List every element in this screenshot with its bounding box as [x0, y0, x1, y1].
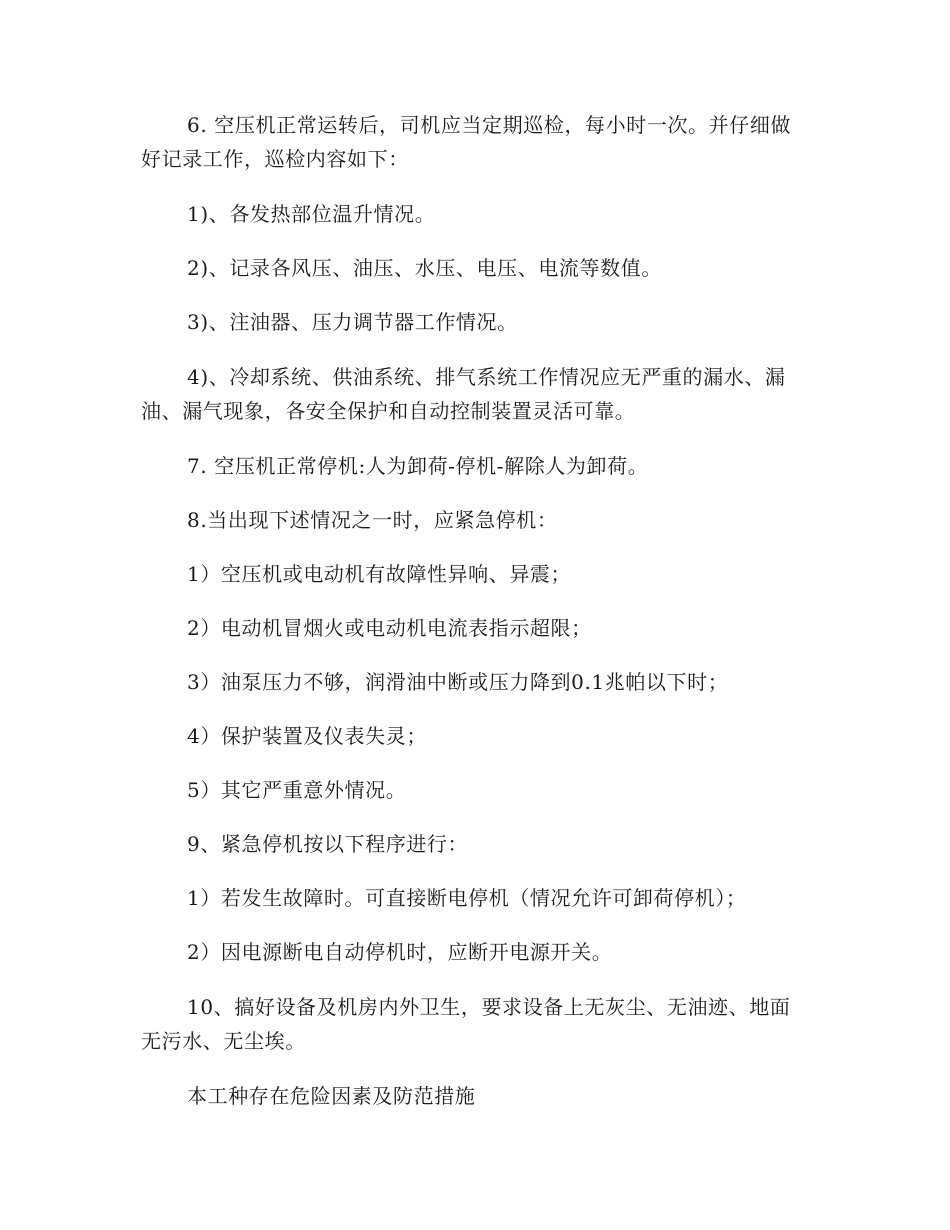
paragraph-8-emergency-conditions: 8.当出现下述情况之一时，应紧急停机：	[187, 508, 558, 532]
paragraph-procedure-1: 1）若发生故障时。可直接断电停机（情况允许可卸荷停机）；	[187, 886, 747, 910]
paragraph-condition-1: 1）空压机或电动机有故障性异响、异震；	[187, 562, 572, 586]
paragraph-9-emergency-procedure: 9、紧急停机按以下程序进行：	[187, 832, 469, 856]
paragraph-item-2-readings: 2)、记录各风压、油压、水压、电压、电流等数值。	[187, 256, 662, 280]
paragraph-condition-3: 3）油泵压力不够，润滑油中断或压力降到0.1兆帕以下时；	[187, 670, 729, 694]
paragraph-condition-5: 5）其它严重意外情况。	[187, 778, 407, 802]
paragraph-10-hygiene: 10、搞好设备及机房内外卫生，要求设备上无灰尘、无油迹、地面无污水、无尘埃。	[141, 995, 791, 1053]
paragraph-item-3-oiler: 3)、注油器、压力调节器工作情况。	[187, 310, 518, 334]
paragraph-item-1-temperature: 1)、各发热部位温升情况。	[187, 202, 436, 226]
paragraph-item-4-systems: 4)、冷却系统、供油系统、排气系统工作情况应无严重的漏水、漏油、漏气现象，各安全保护和自动控制装置灵活可靠。	[141, 365, 786, 423]
paragraph-6-inspection: 6. 空压机正常运转后，司机应当定期巡检，每小时一次。并仔细做好记录工作，巡检内容如下：	[141, 113, 792, 171]
paragraph-procedure-2: 2）因电源断电自动停机时，应断开电源开关。	[187, 940, 613, 964]
paragraph-condition-4: 4）保护装置及仪表失灵；	[187, 724, 427, 748]
section-heading-hazards: 本工种存在危险因素及防范措施	[187, 1084, 476, 1108]
paragraph-7-normal-stop: 7. 空压机正常停机:人为卸荷-停机-解除人为卸荷。	[187, 454, 649, 478]
document-body	[141, 108, 811, 1134]
paragraph-condition-2: 2）电动机冒烟火或电动机电流表指示超限；	[187, 616, 592, 640]
